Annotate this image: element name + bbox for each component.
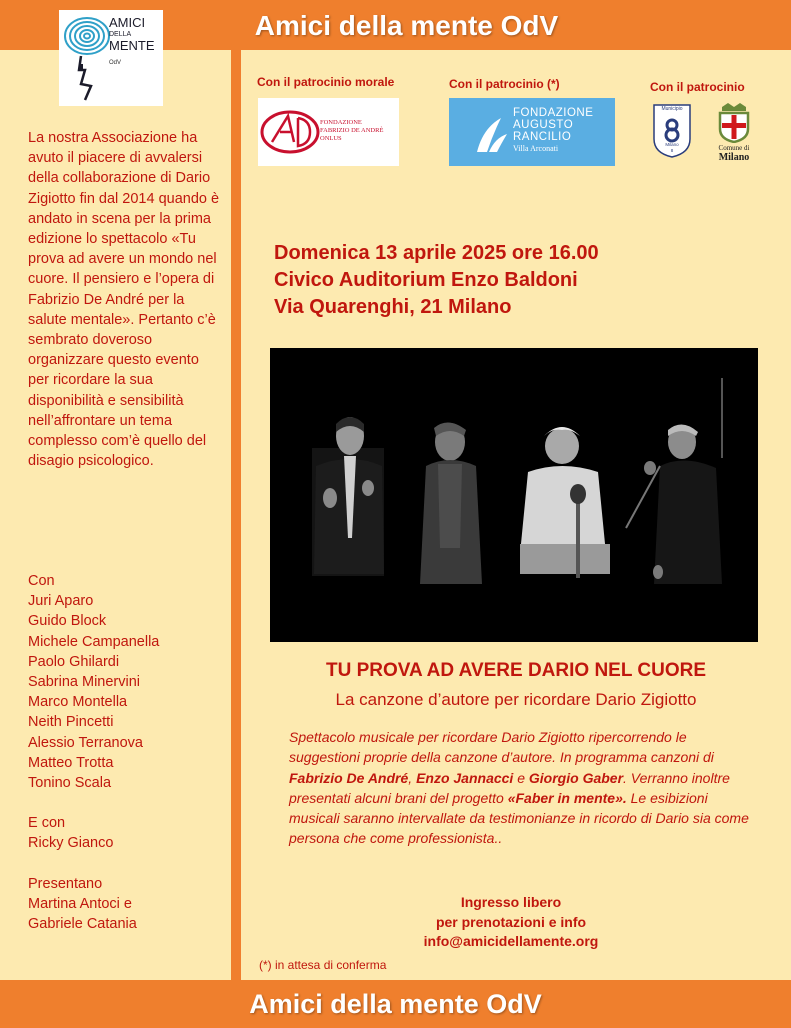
patron-pending-label: Con il patrocinio (*) xyxy=(449,77,560,91)
performer: Tonino Scala xyxy=(28,775,112,792)
desc-part: Spettacolo musicale per ricordare Dario Zigiotto ripercorrendo le suggestioni proprie della canzone d’autore. In programma canzoni di xyxy=(289,729,714,766)
association-logo xyxy=(59,10,163,106)
event-address: Via Quarenghi, 21 Milano xyxy=(274,296,512,318)
desc-part: . Verranno inoltre presentati alcuni brani del progetto xyxy=(289,769,730,806)
project-name: «Faber in mente». xyxy=(507,789,627,806)
rancilio-line2: AUGUSTO xyxy=(513,119,574,131)
with-label: Con xyxy=(28,573,55,589)
comune-milano-logo xyxy=(712,103,756,163)
municipio-city: Milano xyxy=(665,142,679,147)
performer: Marco Montella xyxy=(28,694,128,711)
patron-city-label: Con il patrocinio xyxy=(650,80,745,94)
fondazione-rancilio-logo xyxy=(449,98,615,166)
desc-part: e xyxy=(513,769,529,786)
patron-moral-label: Con il patrocinio morale xyxy=(257,75,395,89)
comune-label: Comune di xyxy=(718,144,750,152)
logo-line3: MENTE xyxy=(109,38,155,53)
free-entry-label: Ingresso libero xyxy=(460,894,562,910)
municipio-number: 8 xyxy=(670,148,674,153)
rancilio-line3: RANCILIO xyxy=(513,131,572,143)
performers-illustration xyxy=(270,348,758,642)
logo-line2: DELLA xyxy=(109,31,132,38)
booking-label: per prenotazioni e info xyxy=(435,913,587,930)
event-date: Domenica 13 aprile 2025 ore 16.00 xyxy=(274,242,599,264)
desc-part: , xyxy=(408,769,417,786)
spiral-head-icon xyxy=(61,12,111,102)
performer: Sabrina Minervini xyxy=(28,674,141,691)
artist-name: Fabrizio De André xyxy=(289,769,409,786)
performer-figure-4 xyxy=(626,378,722,584)
de-andre-line1: FONDAZIONE xyxy=(320,119,362,126)
association-intro xyxy=(28,128,223,471)
footer-bar xyxy=(0,980,791,1024)
pending-note: (*) in attesa di conferma xyxy=(259,958,387,972)
performer-figure-3 xyxy=(520,427,610,578)
performer: Juri Aparo xyxy=(28,593,94,610)
header-title: Amici della mente OdV xyxy=(254,10,559,41)
performer: Alessio Terranova xyxy=(28,734,143,751)
show-title: TU PROVA AD AVERE DARIO NEL CUORE xyxy=(325,660,707,681)
performer-figure-1 xyxy=(312,417,384,576)
fondazione-de-andre-logo xyxy=(258,98,399,166)
contact-email[interactable]: info@amicidellamente.org xyxy=(423,933,599,949)
presenter: Gabriele Catania xyxy=(28,916,137,933)
logo-wordmark xyxy=(109,16,155,70)
show-subtitle: La canzone d’autore per ricordare Dario Zigiotto xyxy=(335,690,697,709)
performers-photo xyxy=(270,348,758,642)
cast-list xyxy=(28,571,159,934)
performer-figure-2 xyxy=(420,422,482,584)
milano-crest-icon xyxy=(712,103,756,143)
de-andre-line3: ONLUS xyxy=(320,135,342,142)
special-label: E con xyxy=(28,815,66,832)
footer-title: Amici della mente OdV xyxy=(249,989,542,1019)
rancilio-leaf-icon xyxy=(471,108,511,158)
performer: Guido Block xyxy=(28,613,107,630)
show-description xyxy=(289,727,759,849)
performer: Neith Pincetti xyxy=(28,714,114,731)
intro-text: La nostra Associazione ha avuto il piacere di avvalersi della collaborazione di Dario Zigiotto fin dal 2014 quando è andato in scena per la prima edizione lo spettacolo «Tu prova ad avere un mondo nel cuore. Il pensiero e l’opera di Fabrizio De André per la salute mentale». Pertanto c’è sembrato doveroso organizzare questo evento per ricordare la sua disponibilità e sensibilità nell’affrontare un tema complesso com’è quello del disagio psicologico. xyxy=(28,130,220,470)
artist-name: Giorgio Gaber xyxy=(528,769,624,786)
presenters-label: Presentano xyxy=(28,875,103,892)
artist-name: Enzo Jannacci xyxy=(416,769,514,786)
desc-part: Le esibizioni musicali saranno intervallate da testimonianze in ricordo di Dario sia come persona che come professionista.. xyxy=(289,789,749,847)
performer: Matteo Trotta xyxy=(28,754,114,771)
logo-odv: OdV xyxy=(109,60,122,66)
rancilio-line1: FONDAZIONE xyxy=(513,107,594,119)
municipio-8-logo xyxy=(652,103,692,159)
de-andre-line2: FABRIZIO DE ANDRÈ xyxy=(320,127,384,134)
municipio-label: Municipio xyxy=(661,106,683,112)
event-info xyxy=(274,240,599,321)
entry-info xyxy=(241,893,781,952)
rancilio-line4: Villa Arconati xyxy=(513,144,559,153)
special-guest: Ricky Gianco xyxy=(28,835,114,852)
presenter: Martina Antoci e xyxy=(28,895,132,912)
comune-city: Milano xyxy=(718,152,750,163)
event-venue: Civico Auditorium Enzo Baldoni xyxy=(274,269,578,291)
performer: Michele Campanella xyxy=(28,633,160,650)
performer: Paolo Ghilardi xyxy=(28,653,120,670)
logo-line1: AMICI xyxy=(109,15,146,30)
